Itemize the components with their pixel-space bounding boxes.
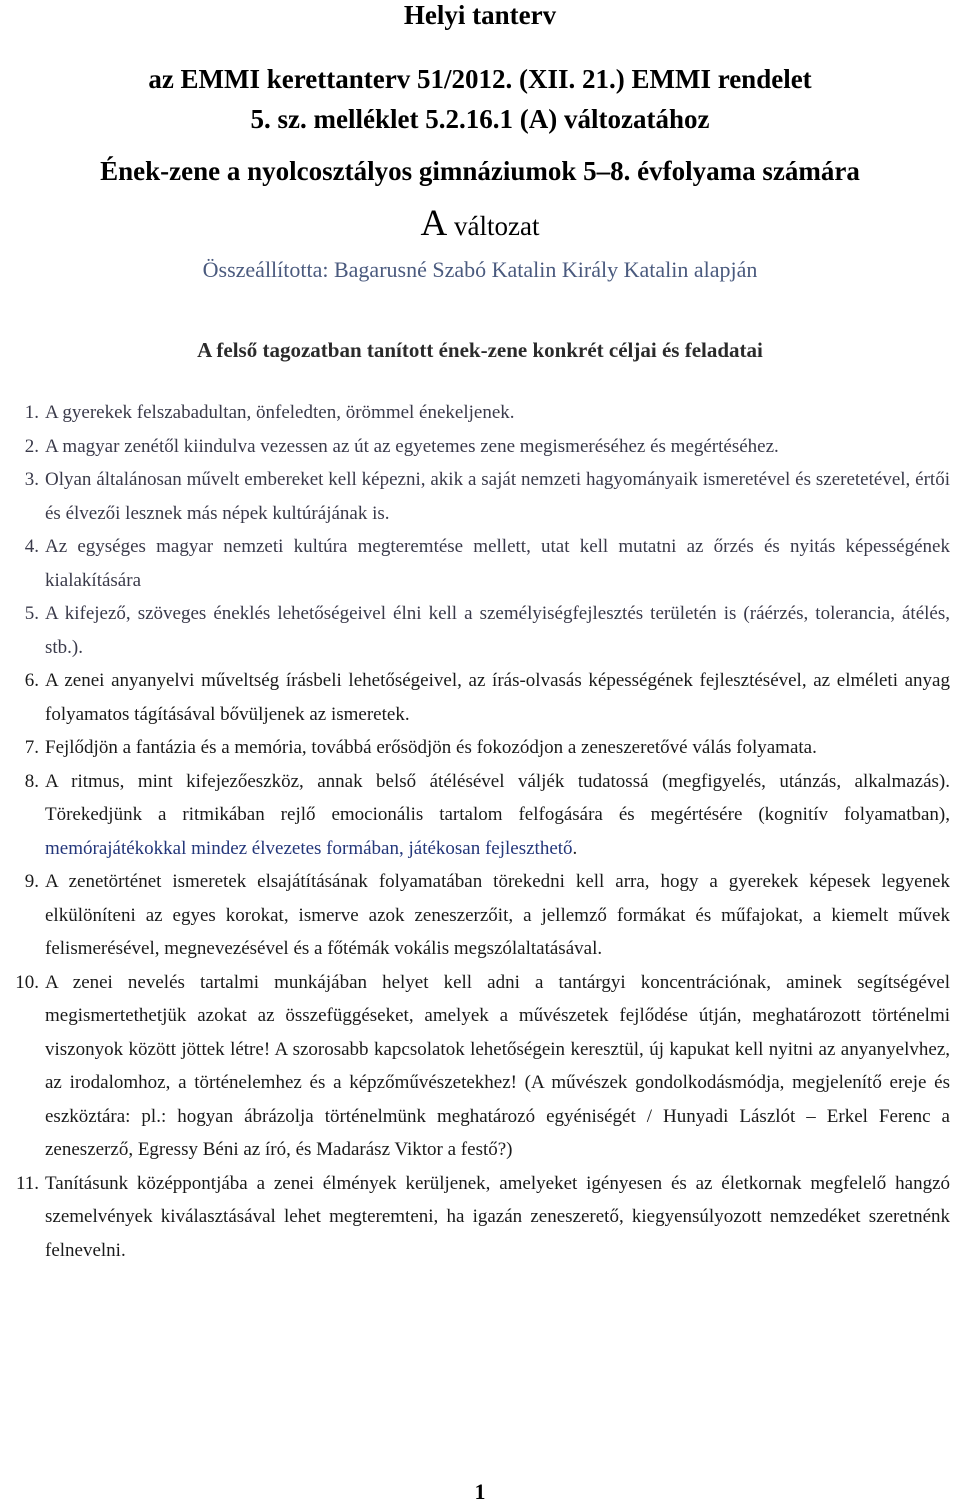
item-number: 3. [24,469,39,490]
item-text-highlight: memórajátékokkal mindez élvezetes formában, játékosan fejleszthető [45,837,573,859]
list-item [0,530,960,597]
list-item [0,731,960,765]
section-heading: A felső tagozatban tanított ének-zene konkrét céljai és feladatai [197,338,763,362]
item-number: 4. [24,536,39,557]
page-number: 1 [474,1479,486,1504]
item-number: 10. [15,971,39,993]
item-number: 6. [24,670,39,691]
item-text: Tanításunk középpontjába a zenei élmények kerüljenek, amelyeket igényesen és az életkornak megfelelő hangzó szemelvények kiválasztásával lehet megteremteni, ha igazán zeneszerető, kiegyensúlyozott nemzedéket szeretnénk felnevelni. [45,1172,950,1261]
item-text-end: . [572,837,578,859]
item-text: A magyar zenétől kiindulva vezessen az út az egyetemes zene megismeréséhez és megértéséhez. [45,435,779,457]
item-text: Az egységes magyar nemzeti kultúra megteremtése mellett, utat kell mutatni az őrzés és nyitás képességének kialakítására [45,536,950,591]
list-item [0,463,960,530]
list-item [0,765,960,866]
item-text: A kifejező, szöveges éneklés lehetőségeivel élni kell a személyiségfejlesztés területén is (ráérzés, tolerancia, átélés, stb.). [45,603,950,658]
document-title: Helyi tanterv [403,0,557,30]
item-text: Olyan általánosan művelt embereket kell képezni, akik a saját nemzeti hagyományaik ismeretével és szeretetével, értői és élvezői lesznek más népek kultúrájának is. [45,469,950,524]
item-number: 5. [24,603,39,624]
item-text: A zenei anyanyelvi műveltség írásbeli lehetőségeivel, az írás-olvasás képességének fejlesztésével, az elméleti anyag folyamatos tágításával bővüljenek az ismeretek. [45,670,950,725]
variant-word: változat [447,211,540,241]
list-item [0,865,960,966]
variant-letter: A [420,203,448,244]
list-item [0,597,960,664]
regulation-line: az EMMI kerettanterv 51/2012. (XII. 21.) EMMI rendelet [148,64,812,94]
list-item [0,1167,960,1268]
item-number: 8. [24,770,39,792]
item-number: 7. [24,737,39,758]
compiled-by: Összeállította: Bagarusné Szabó Katalin Király Katalin alapján [202,257,758,282]
list-item [0,396,960,430]
item-number: 11. [15,1172,39,1194]
goals-list [0,396,960,1267]
item-text: A gyerekek felszabadultan, önfeledten, örömmel énekeljenek. [45,402,515,423]
list-item [0,430,960,464]
subject-line: Ének-zene a nyolcosztályos gimnáziumok 5–8. évfolyama számára [100,156,860,186]
item-text: A zenetörténet ismeretek elsajátításának folyamatában törekedni kell arra, hogy a gyerekek képesek legyenek elkülöníteni az egyes korokat, ismerve azok zeneszerzőit, a jellemző formákat és műfajokat, a kiemelt művek felismerésével, megnevezésével és a főtémák vokális megszólaltatásával. [45,871,950,959]
item-text: A ritmus, mint kifejezőeszköz, annak belső átélésével váljék tudatossá (megfigyelés, utánzás, alkalmazás). Törekedjünk a ritmikában rejlő emocionális tartalom felfogására és megértésére (kognitív folyamatban), [45,770,950,825]
item-number: 9. [24,871,39,892]
annex-line: 5. sz. melléklet 5.2.16.1 (A) változatához [250,104,710,134]
item-number: 1. [24,402,39,423]
item-text: Fejlődjön a fantázia és a memória, továbbá erősödjön és fokozódjon a zeneszeretővé válás folyamata. [45,737,817,758]
list-item [0,664,960,731]
list-item [0,966,960,1167]
item-number: 2. [24,435,39,457]
item-text: A zenei nevelés tartalmi munkájában helyet kell adni a tantárgyi koncentrációnak, aminek segítségével megismertethetjük azokat az összefüggéseket, amelyek a művészetek fejlődése útján, meghatározott történelmi viszonyok között jöttek létre! A szorosabb kapcsolatok lehetőségein keresztül, új kapukat kell nyitni az anyanyelvhez, az irodalomhoz, a történelemhez és a képzőművészetekhez! (A művészek gondolkodásmódja, megjelenítő ereje és eszköztára: pl.: hogyan ábrázolja történelmünk meghatározó egyéniségét / Hunyadi Lászlót – Erkel Ferenc a zeneszerző, Egressy Béni az író, és Madarász Viktor a festő?) [45,971,950,1160]
variant-heading [0,203,960,244]
